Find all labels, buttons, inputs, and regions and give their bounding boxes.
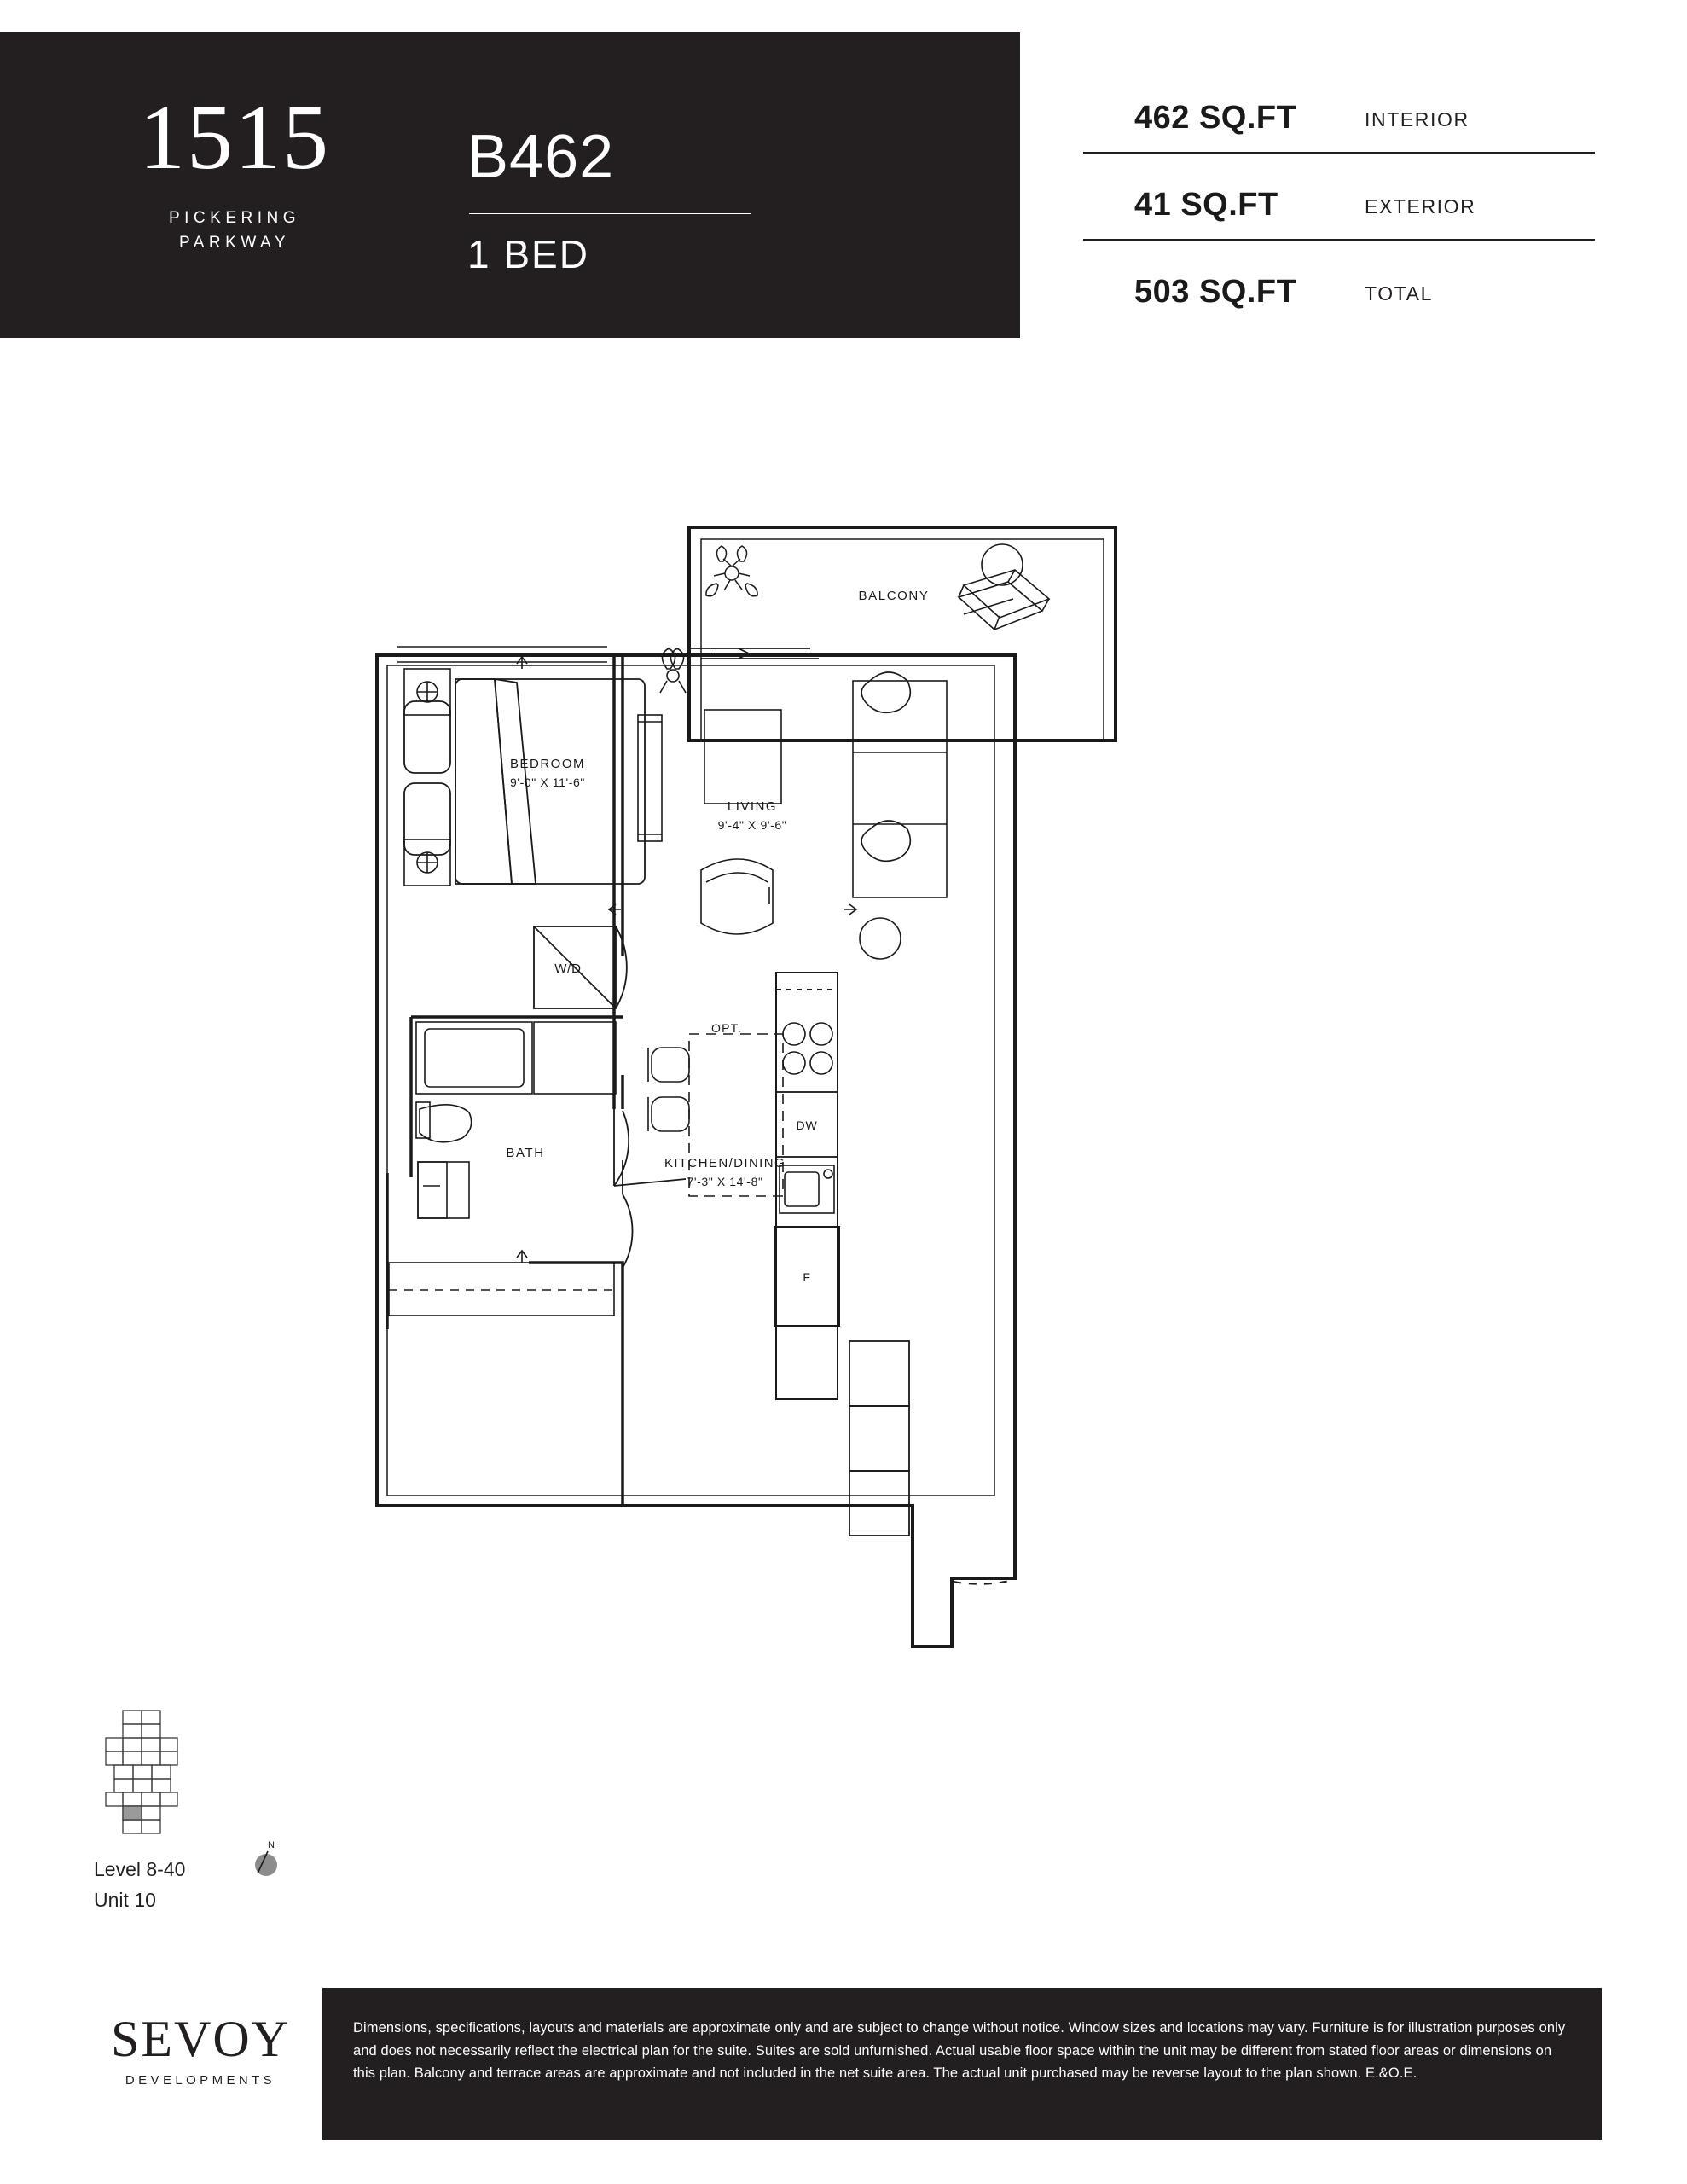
bedroom-door <box>614 1109 686 1186</box>
cooktop-icon <box>783 1023 832 1074</box>
room-dims-kitchen: 7'-3" X 14'-8" <box>687 1175 763 1188</box>
area-label-total: TOTAL <box>1365 282 1433 305</box>
sink-icon <box>780 1165 834 1213</box>
unit-identity <box>467 123 751 276</box>
room-dims-bedroom: 9'-0" X 11'-6" <box>509 775 586 789</box>
floorplan-drawing <box>367 512 1330 1740</box>
optional-dining-table <box>648 1034 783 1196</box>
header-bar <box>0 32 1020 338</box>
compass-north-label: N <box>268 1840 275 1850</box>
key-plan-level: Level 8-40 <box>94 1858 186 1880</box>
room-label-living: LIVING <box>727 799 778 814</box>
developer-logo <box>90 2013 311 2088</box>
bath-fixtures <box>416 1022 616 1218</box>
area-label-interior: INTERIOR <box>1365 108 1470 131</box>
suite-outline <box>377 655 1015 1647</box>
logo-subtitle-line1: PICKERING <box>168 209 301 227</box>
logo-subtitle-line2: PARKWAY <box>179 233 290 252</box>
fridge-label: F <box>803 1270 811 1284</box>
project-logo <box>119 87 350 255</box>
balcony-outline <box>689 527 1116 741</box>
disclaimer-text: Dimensions, specifications, layouts and materials are approximate only and are subject to change without notice. Window sizes and locations may vary. Furniture is for illustration purposes only and does not necessarily reflect the electrical plan for the suite. Suites are sold unfurnished. Actual usable floor space within the unit may be different from stated floor areas or dimensions on this plan. Balcony and terrace areas are approximate and not included in the net suite area. The actual unit purchased may be reverse layout to the plan shown. E.&O.E. <box>353 2020 1566 2082</box>
room-dims-living: 9'-4" X 9'-6" <box>717 818 787 832</box>
unit-code: B462 <box>467 123 615 191</box>
room-label-bedroom: BEDROOM <box>509 757 586 771</box>
area-label-exterior: EXTERIOR <box>1365 195 1476 218</box>
key-plan-unit-highlight <box>123 1806 142 1820</box>
dishwasher-label: DW <box>796 1118 818 1132</box>
room-label-kitchen: KITCHEN/DINING <box>664 1156 786 1170</box>
area-summary-table <box>1083 67 1595 326</box>
area-row-interior <box>1083 67 1595 154</box>
bath-door <box>623 1160 633 1271</box>
area-row-exterior <box>1083 154 1595 241</box>
room-label-balcony: BALCONY <box>858 589 930 603</box>
bedroom-closet <box>389 1263 614 1316</box>
compass-rose <box>239 1833 290 1884</box>
developer-name: SEVOY <box>110 2011 290 2067</box>
suite-outline-inner <box>387 665 994 1496</box>
living-furniture <box>638 648 947 959</box>
logo-subtitle <box>119 206 350 255</box>
logo-number: 1515 <box>139 87 330 189</box>
washer-dryer-label: W/D <box>554 961 582 976</box>
key-plan-caption <box>94 1855 185 1915</box>
disclaimer-bar <box>322 1988 1602 2140</box>
area-value-interior: 462 SQ.FT <box>1134 100 1297 136</box>
unit-divider <box>469 213 751 214</box>
balcony-furniture <box>959 544 1049 630</box>
optional-label: OPT. <box>711 1021 742 1035</box>
area-value-exterior: 41 SQ.FT <box>1134 187 1278 223</box>
key-plan-unit: Unit 10 <box>94 1888 156 1911</box>
area-value-total: 503 SQ.FT <box>1134 274 1297 310</box>
balcony-plant-icon <box>706 546 757 596</box>
area-row-total <box>1083 241 1595 326</box>
unit-type: 1 BED <box>467 232 589 276</box>
developer-subtitle: DEVELOPMENTS <box>125 2073 276 2088</box>
room-label-bath: BATH <box>506 1146 545 1160</box>
